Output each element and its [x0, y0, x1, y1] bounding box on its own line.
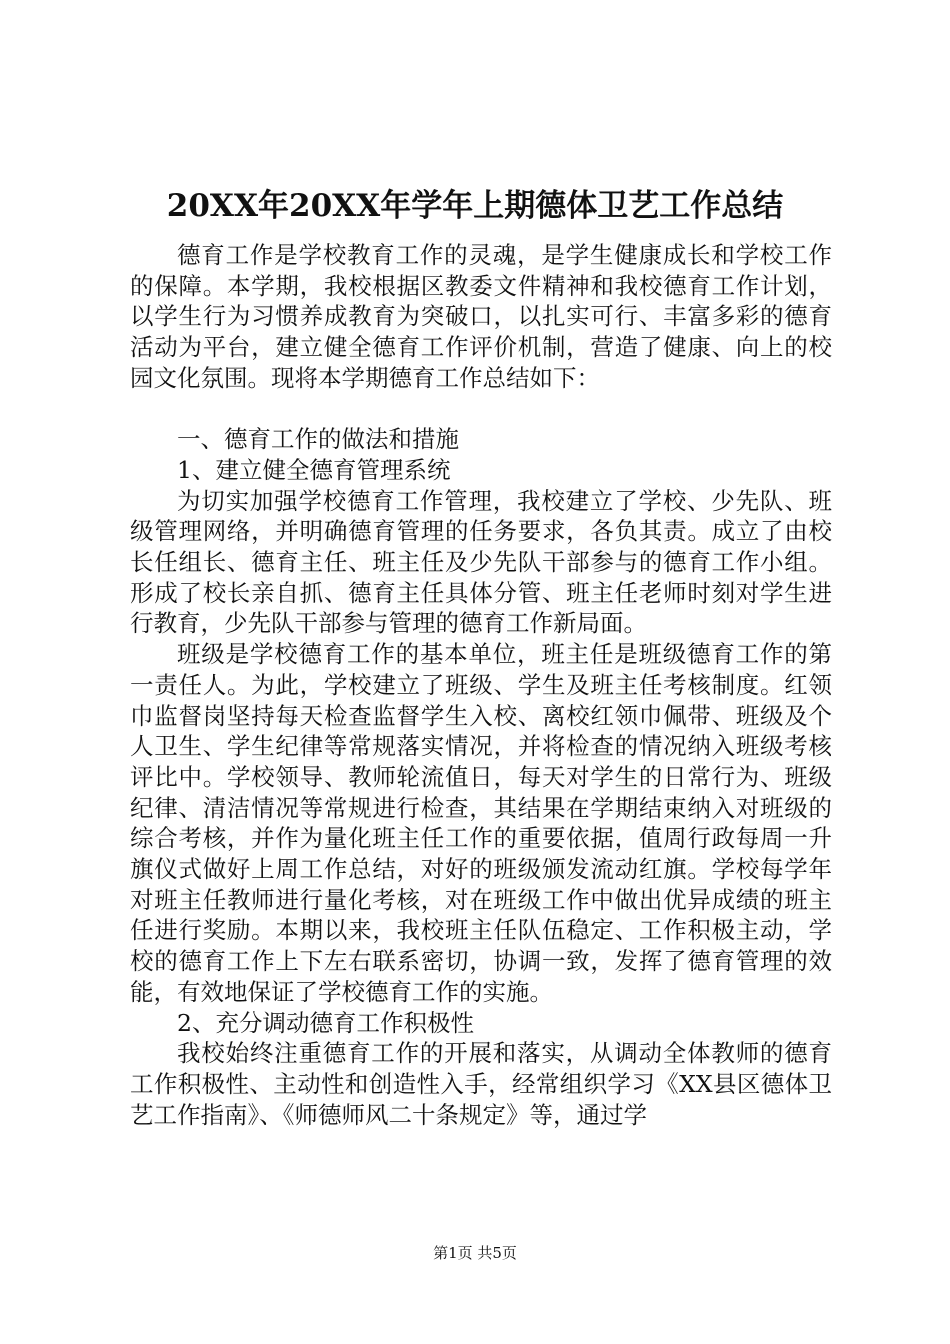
page-footer: 第1页 共5页: [433, 1244, 517, 1262]
paragraph-intro: 德育工作是学校教育工作的灵魂，是学生健康成长和学校工作的保障。本学期，我校根据区教委文件精神和我校德育工作计划，以学生行为习惯养成教育为突破口，以扎实可行、丰富多彩的德育活动为平台，建立健全德育工作评价机制，营造了健康、向上的校园文化氛围。现将本学期德育工作总结如下：: [130, 241, 832, 392]
document-title: 20XX年20XX年学年上期德体卫艺工作总结: [166, 188, 784, 224]
paragraph-class-unit: 班级是学校德育工作的基本单位，班主任是班级德育工作的第一责任人。为此，学校建立了班级、学生及班主任考核制度。红领巾监督岗坚持每天检查监督学生入校、离校红领巾佩带、班级及个人卫生、学生纪律等常规落实情况，并将检查的情况纳入班级考核评比中。学校领导、教师轮流值日，每天对学生的日常行为、班级纪律、清洁情况等常规进行检查，其结果在学期结束纳入对班级的综合考核，并作为量化班主任工作的重要依据，值周行政每周一升旗仪式做好上周工作总结，对好的班级颁发流动红旗。学校每学年对班主任教师进行量化考核，对在班级工作中做出优异成绩的班主任进行奖励。本期以来，我校班主任队伍稳定、工作积极主动，学校的德育工作上下左右联系密切，协调一致，发挥了德育管理的效能，有效地保证了学校德育工作的实施。: [130, 640, 832, 1006]
paragraph-management-system: 为切实加强学校德育工作管理，我校建立了学校、少先队、班级管理网络，并明确德育管理的任务要求，各负其责。成立了由校长任组长、德育主任、班主任及少先队干部参与的德育工作小组。形成了校长亲自抓、德育主任具体分管、班主任老师时刻对学生进行教育，少先队干部参与管理的德育工作新局面。: [130, 486, 832, 638]
document-body: [130, 240, 832, 1130]
paragraph-spacer: [130, 394, 832, 425]
subsection-heading-1: 1、建立健全德育管理系统: [177, 455, 451, 484]
subsection-heading-2: 2、充分调动德育工作积极性: [177, 1008, 474, 1037]
section-heading-1: 一、德育工作的做法和措施: [177, 425, 459, 454]
paragraph-enthusiasm: 我校始终注重德育工作的开展和落实，从调动全体教师的德育工作积极性、主动性和创造性入手，经常组织学习《XX县区德体卫艺工作指南》、《师德师风二十条规定》等，通过学: [130, 1039, 832, 1129]
